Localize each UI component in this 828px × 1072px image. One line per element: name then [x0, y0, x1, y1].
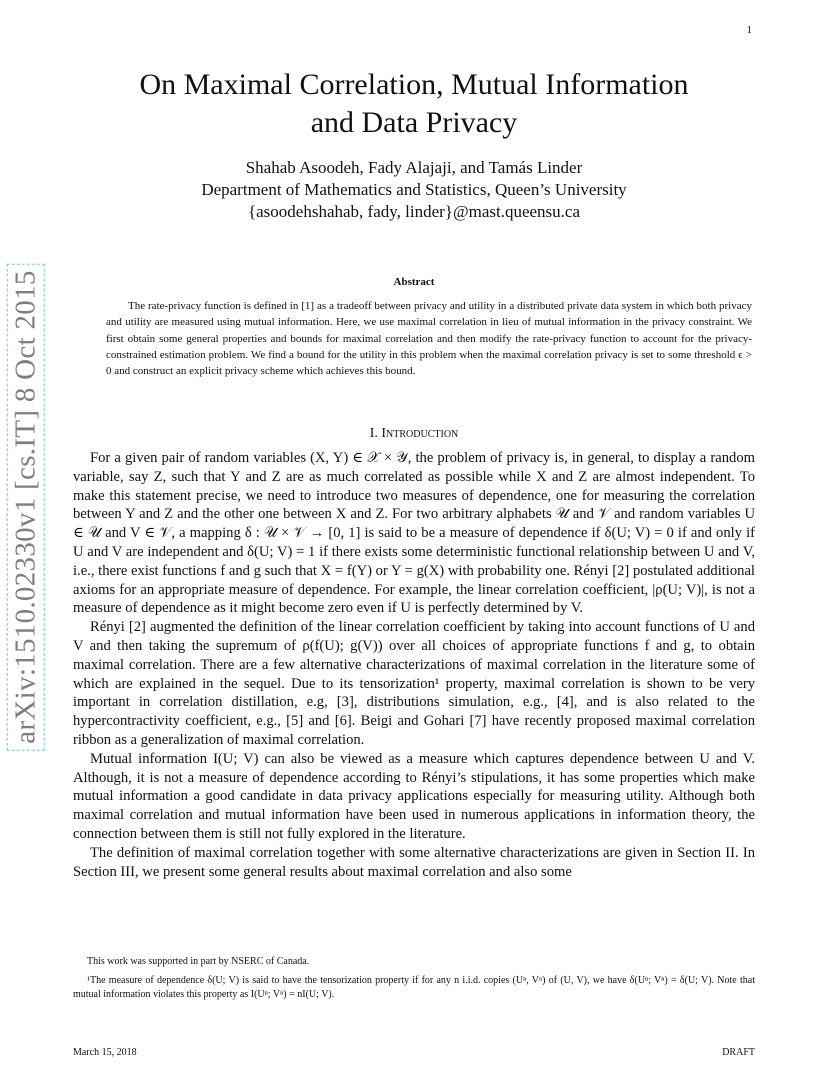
section-heading — [70, 426, 758, 442]
paragraph: Rényi [2] augmented the definition of the linear correlation coefficient by taking into account functions of U and V and then taking the supremum of ρ(f(U); g(V)) over all choices of appropriate functions f and g, to obtain maximal correlation. There are a few alternative characterizations of maximal correlation in the literature some of which are explained in the sequel. Due to its tensorization¹ property, maximal correlation is shown to be very important in correlation distillation, e.g, [3], distributions simulation, e.g., [4], and is also related to the hypercontractivity coefficient, e.g., [5] and [6]. Beigi and Gohari [7] have recently proposed maximal correlation ribbon as a generalization of maximal correlation. — [73, 619, 755, 748]
arxiv-side-stamp — [6, 270, 46, 744]
paragraph: For a given pair of random variables (X, Y) ∈ 𝒳 × 𝒴, the problem of privacy is, in general, to display a random variable, say Z, such that Y and Z are as much correlated as possible while X and Z are almost independent. To make this statement precise, we need to introduce two measures of dependence, one for measuring the correlation between Y and Z and the other one between X and Z. For two arbitrary alphabets 𝒰 and 𝒱 and random variables U ∈ 𝒰 and V ∈ 𝒱, a mapping δ : 𝒰 × 𝒱 → [0, 1] is said to be a measure of dependence if δ(U; V) = 0 if and only if U and V are independent and δ(U; V) = 1 if there exists some deterministic functional relationship between U and V, i.e., there exist functions f and g such that X = f(Y) or Y = g(X) with probability one. Rényi [2] postulated additional axioms for an appropriate measure of dependence. For example, the linear correlation coefficient, |ρ(U; V)|, is not a measure of dependence as it might become zero even if U is perfectly determined by V. — [73, 450, 755, 617]
author-affiliation: Department of Mathematics and Statistics, Queen’s University — [201, 180, 627, 199]
footer-draft-label: DRAFT — [722, 1047, 755, 1058]
arxiv-identifier[interactable]: arXiv:1510.02330v1 [cs.IT] 8 Oct 2015 — [7, 263, 45, 750]
section-number: I. — [369, 426, 378, 441]
paragraph: Mutual information I(U; V) can also be viewed as a measure which captures dependence between U and V. Although, it is not a measure of dependence according to Rényi’s stipulations, it has some properties which make mutual information a good candidate in data privacy applications especially for measuring utility. Although both maximal correlation and mutual information have been used in numerous applications in information theory, the connection between them is still not fully explored in the literature. — [73, 750, 755, 842]
body-text — [73, 449, 755, 881]
author-names: Shahab Asoodeh, Fady Alajaji, and Tamás Linder — [245, 158, 583, 177]
footnote-1: ¹The measure of dependence δ(U; V) is said to have the tensorization property if for any n i.i.d. copies (Uⁿ, Vⁿ) of (U, V), we have δ(Uⁿ; Vⁿ) = δ(U; V). Note that mutual information violates this property as I(Uⁿ; Vⁿ) = nI(U; V). — [73, 974, 755, 1000]
section-title: Introduction — [381, 426, 459, 441]
title-line-2: and Data Privacy — [310, 106, 518, 139]
abstract-heading: Abstract — [393, 276, 435, 288]
title-line-1: On Maximal Correlation, Mutual Information — [139, 68, 689, 101]
footnotes — [73, 955, 755, 1007]
author-block — [70, 157, 758, 223]
page-number: 1 — [746, 24, 752, 36]
footer-date: March 15, 2018 — [73, 1047, 137, 1058]
footnote-support: This work was supported in part by NSERC of Canada. — [87, 956, 310, 967]
author-emails: {asoodehshahab, fady, linder}@mast.queensu.ca — [247, 202, 581, 221]
abstract-text: The rate-privacy function is defined in [1] as a tradeoff between privacy and utility in a distributed private data system in which both privacy and utility are measured using mutual information. Here, we use maximal correlation in lieu of mutual information in the privacy constraint. We first obtain some general properties and bounds for maximal correlation and then modify the rate-privacy function to account for the privacy-constrained estimation problem. We find a bound for the utility in this problem when the maximal correlation privacy is set to some threshold ϵ > 0 and construct an explicit privacy scheme which achieves this bound. — [106, 300, 752, 378]
paper-title — [70, 66, 758, 142]
paragraph: The definition of maximal correlation together with some alternative characterizations are given in Section II. In Section III, we present some general results about maximal correlation and also some — [73, 844, 755, 880]
